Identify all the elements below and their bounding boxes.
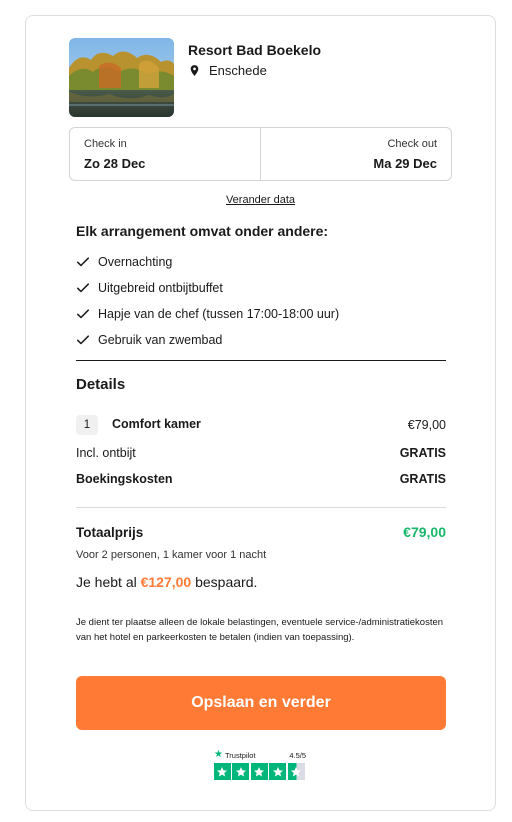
date-selector[interactable]: [69, 127, 452, 181]
change-dates-link[interactable]: Verander data: [225, 194, 296, 206]
trustpilot-star-box: [251, 763, 268, 780]
inclusion-text: Overnachting: [98, 255, 173, 269]
room-price: €79,00: [407, 418, 446, 432]
booking-fee-value: GRATIS: [399, 472, 446, 486]
check-icon: [76, 333, 90, 347]
tax-disclaimer: Je dient ter plaatse alleen de lokale belastingen, eventuele service-/administratiekosten van het hotel en parkeerkosten te betalen (indien van toepassing).: [76, 617, 444, 643]
star-icon: [235, 766, 247, 778]
room-info: [76, 415, 201, 435]
hotel-name: Resort Bad Boekelo: [188, 42, 322, 58]
trustpilot-star-box: [269, 763, 286, 780]
checkout-value: Ma 29 Dec: [373, 156, 437, 171]
breakfast-label: Incl. ontbijt: [76, 446, 136, 460]
checkin-box[interactable]: [70, 128, 260, 180]
savings-suffix: bespaard.: [195, 574, 258, 590]
trustpilot-score: 4.5/5: [289, 750, 306, 760]
total-value: €79,00: [403, 524, 446, 540]
list-item: [76, 275, 339, 301]
inclusion-text: Uitgebreid ontbijtbuffet: [98, 281, 223, 295]
trustpilot-brand-text: Trustpilot: [224, 750, 256, 760]
savings-amount: €127,00: [140, 574, 192, 590]
inclusions-list: [76, 249, 339, 353]
room-name: Comfort kamer: [112, 417, 201, 431]
checkin-value: Zo 28 Dec: [84, 156, 146, 171]
star-icon: [272, 766, 284, 778]
checkout-box[interactable]: [260, 128, 451, 180]
savings-prefix: Je hebt al: [76, 574, 137, 590]
trustpilot-header: [214, 750, 306, 760]
star-icon: [216, 766, 228, 778]
list-item: [76, 327, 339, 353]
check-icon: [76, 281, 90, 295]
details-title: Details: [76, 376, 126, 393]
section-divider: [76, 360, 446, 361]
trustpilot-star-box: [232, 763, 249, 780]
trustpilot-star-box: [288, 763, 305, 780]
booking-fee-row: [76, 472, 446, 486]
room-row: [76, 415, 446, 435]
trustpilot-brand: [214, 750, 256, 760]
inclusion-text: Hapje van de chef (tussen 17:00-18:00 uur): [98, 307, 340, 321]
breakfast-row: [76, 446, 446, 460]
star-icon: [290, 766, 302, 778]
inclusion-text: Gebruik van zwembad: [98, 333, 223, 347]
total-subtitle: Voor 2 personen, 1 kamer voor 1 nacht: [76, 549, 267, 561]
inclusions-title: Elk arrangement omvat onder andere:: [76, 223, 329, 239]
hotel-location: [188, 63, 267, 78]
trustpilot-star-box: [214, 763, 231, 780]
booking-fee-label: Boekingskosten: [76, 472, 173, 486]
section-divider: [76, 507, 446, 508]
hotel-photo: [69, 38, 174, 117]
checkout-label: Check out: [387, 138, 437, 150]
trustpilot-widget[interactable]: [214, 750, 306, 780]
breakfast-value: GRATIS: [399, 446, 446, 460]
star-icon: [253, 766, 265, 778]
total-row: [76, 524, 446, 540]
total-label: Totaalprijs: [76, 524, 144, 540]
room-qty-badge: 1: [76, 415, 98, 435]
hotel-location-text: Enschede: [209, 63, 267, 78]
save-and-continue-button[interactable]: Opslaan en verder: [76, 676, 446, 730]
list-item: [76, 249, 339, 275]
list-item: [76, 301, 339, 327]
booking-summary-card: [25, 15, 496, 811]
savings-text: [76, 574, 257, 590]
checkin-label: Check in: [84, 138, 127, 150]
trustpilot-star-icon: ★: [214, 749, 223, 760]
check-icon: [76, 255, 90, 269]
trustpilot-stars: [214, 763, 306, 780]
check-icon: [76, 307, 90, 321]
location-pin-icon: [188, 64, 201, 77]
